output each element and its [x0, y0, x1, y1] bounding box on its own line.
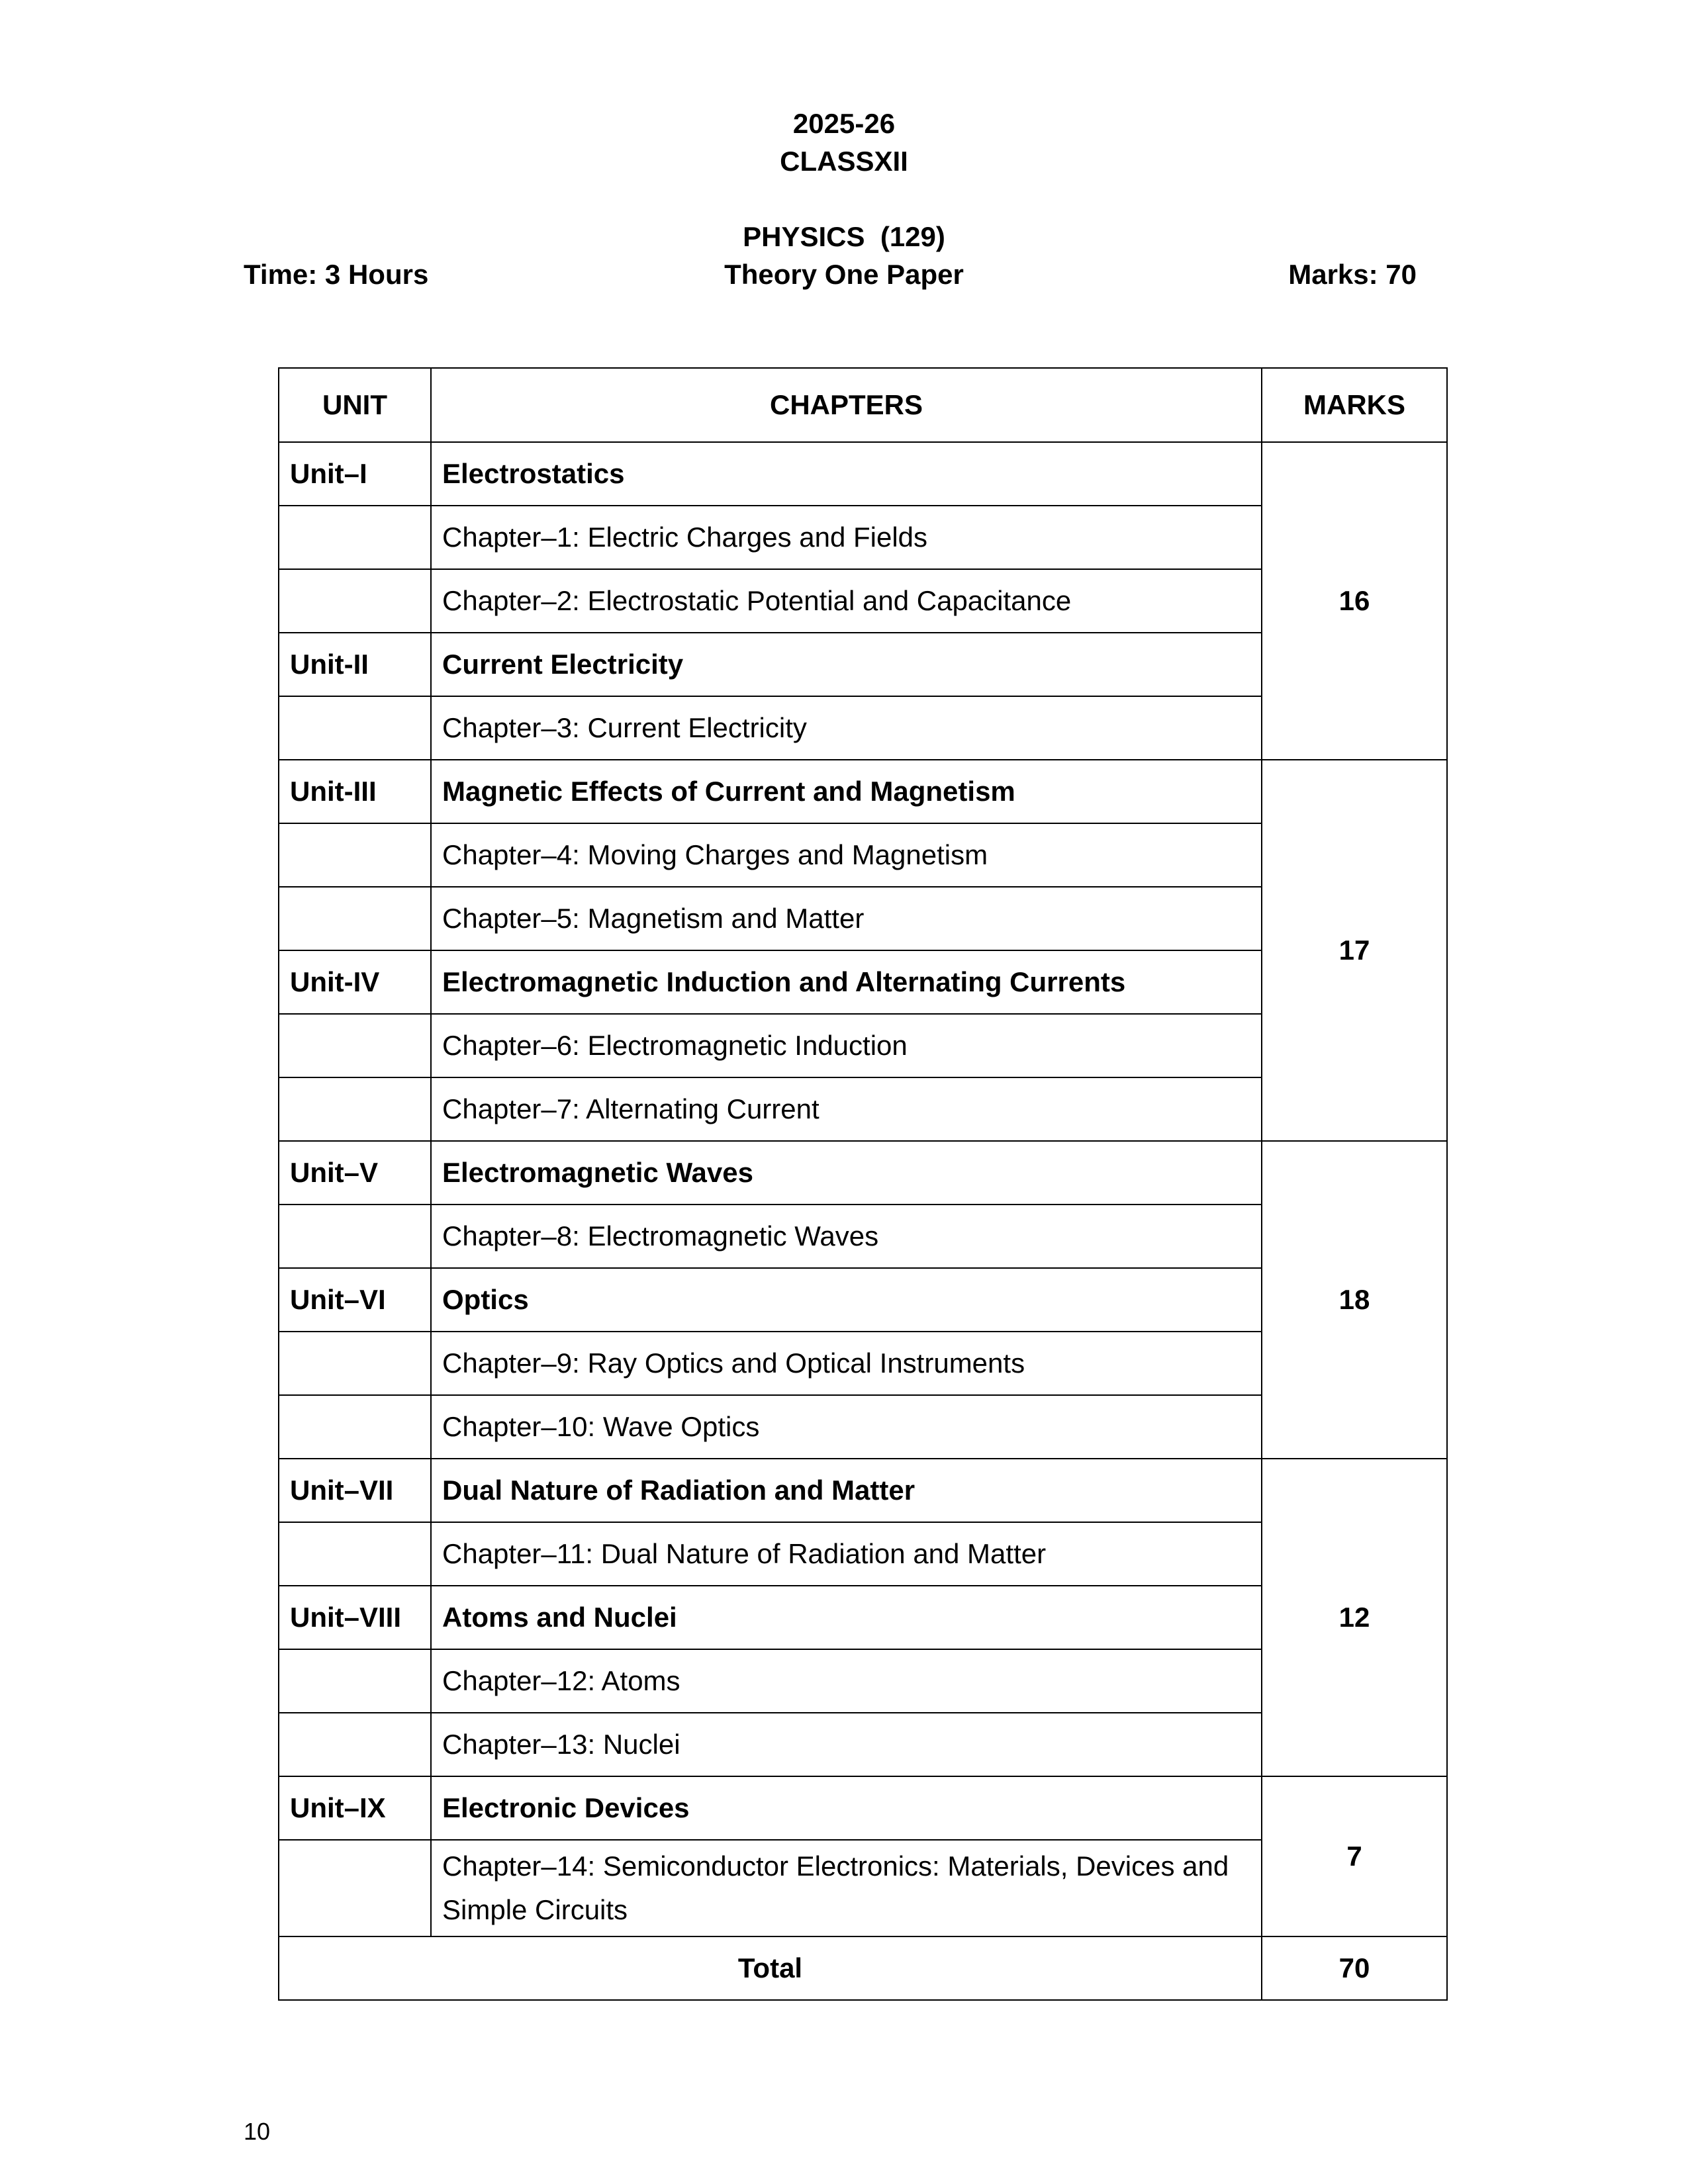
unit-cell — [279, 506, 431, 569]
chapter-cell: Chapter–2: Electrostatic Potential and Capacitance — [431, 569, 1262, 633]
unit-cell: Unit–VI — [279, 1268, 431, 1332]
total-label: Total — [279, 1936, 1262, 2000]
marks-cell: 7 — [1262, 1776, 1447, 1936]
session-line: 2025-26 — [792, 108, 896, 139]
syllabus-table-footer — [279, 1936, 1447, 2000]
total-marks-cell: 70 — [1262, 1936, 1447, 2000]
paper-type-label: Theory One Paper — [724, 259, 964, 290]
unit-title-cell: Optics — [431, 1268, 1262, 1332]
unit-cell — [279, 696, 431, 760]
unit-cell: Unit–IX — [279, 1776, 431, 1840]
marks-cell: 17 — [1262, 760, 1447, 1141]
col-header-chapters: CHAPTERS — [431, 368, 1262, 442]
col-header-marks: MARKS — [1262, 368, 1447, 442]
unit-cell — [279, 1332, 431, 1395]
marks-cell: 12 — [1262, 1459, 1447, 1776]
table-row — [279, 1141, 1447, 1205]
unit-title-cell: Atoms and Nuclei — [431, 1586, 1262, 1649]
unit-cell — [279, 1077, 431, 1141]
class-line: CLASSXII — [780, 146, 908, 177]
unit-cell — [279, 1649, 431, 1713]
unit-cell: Unit-IV — [279, 950, 431, 1014]
chapter-cell: Chapter–12: Atoms — [431, 1649, 1262, 1713]
chapter-cell: Chapter–6: Electromagnetic Induction — [431, 1014, 1262, 1077]
page-number: 10 — [244, 2118, 271, 2145]
unit-title-cell: Current Electricity — [431, 633, 1262, 696]
unit-cell — [279, 823, 431, 887]
col-header-unit: UNIT — [279, 368, 431, 442]
document-header — [0, 0, 1688, 293]
chapter-cell: Chapter–7: Alternating Current — [431, 1077, 1262, 1141]
unit-cell — [279, 887, 431, 950]
unit-title-cell: Electrostatics — [431, 442, 1262, 506]
unit-title-cell: Electromagnetic Waves — [431, 1141, 1262, 1205]
unit-cell — [279, 1522, 431, 1586]
unit-cell: Unit-II — [279, 633, 431, 696]
chapter-cell: Chapter–11: Dual Nature of Radiation and Matter — [431, 1522, 1262, 1586]
header-row — [279, 368, 1447, 442]
subject-line: PHYSICS (129) — [743, 221, 945, 252]
unit-title-cell: Dual Nature of Radiation and Matter — [431, 1459, 1262, 1522]
unit-cell: Unit–VIII — [279, 1586, 431, 1649]
marks-cell: 18 — [1262, 1141, 1447, 1459]
table-row — [279, 1776, 1447, 1840]
total-marks-label: Marks: 70 — [1288, 259, 1417, 290]
unit-cell — [279, 569, 431, 633]
total-row — [279, 1936, 1447, 2000]
syllabus-table-body — [279, 442, 1447, 1936]
header-spacer — [0, 180, 1688, 218]
unit-cell — [279, 1014, 431, 1077]
unit-title-cell: Electronic Devices — [431, 1776, 1262, 1840]
unit-title-cell: Electromagnetic Induction and Alternating Currents — [431, 950, 1262, 1014]
chapter-cell: Chapter–9: Ray Optics and Optical Instruments — [431, 1332, 1262, 1395]
chapter-cell: Chapter–4: Moving Charges and Magnetism — [431, 823, 1262, 887]
chapter-cell: Chapter–5: Magnetism and Matter — [431, 887, 1262, 950]
unit-cell: Unit–V — [279, 1141, 431, 1205]
table-row — [279, 442, 1447, 506]
unit-cell: Unit-III — [279, 760, 431, 823]
time-label: Time: 3 Hours — [244, 259, 429, 290]
unit-cell: Unit–I — [279, 442, 431, 506]
chapter-cell: Chapter–8: Electromagnetic Waves — [431, 1205, 1262, 1268]
meta-row — [0, 255, 1688, 293]
marks-cell: 16 — [1262, 442, 1447, 760]
table-row — [279, 1459, 1447, 1522]
chapter-cell: Chapter–1: Electric Charges and Fields — [431, 506, 1262, 569]
chapter-cell: Chapter–10: Wave Optics — [431, 1395, 1262, 1459]
chapter-cell: Chapter–13: Nuclei — [431, 1713, 1262, 1776]
chapter-cell: Chapter–3: Current Electricity — [431, 696, 1262, 760]
syllabus-table-head — [279, 368, 1447, 442]
unit-title-cell: Magnetic Effects of Current and Magnetism — [431, 760, 1262, 823]
table-row — [279, 760, 1447, 823]
unit-cell — [279, 1395, 431, 1459]
chapter-cell: Chapter–14: Semiconductor Electronics: Materials, Devices and Simple Circuits — [431, 1840, 1262, 1936]
unit-cell — [279, 1840, 431, 1936]
syllabus-table — [278, 367, 1448, 2001]
unit-cell — [279, 1205, 431, 1268]
unit-cell: Unit–VII — [279, 1459, 431, 1522]
unit-cell — [279, 1713, 431, 1776]
